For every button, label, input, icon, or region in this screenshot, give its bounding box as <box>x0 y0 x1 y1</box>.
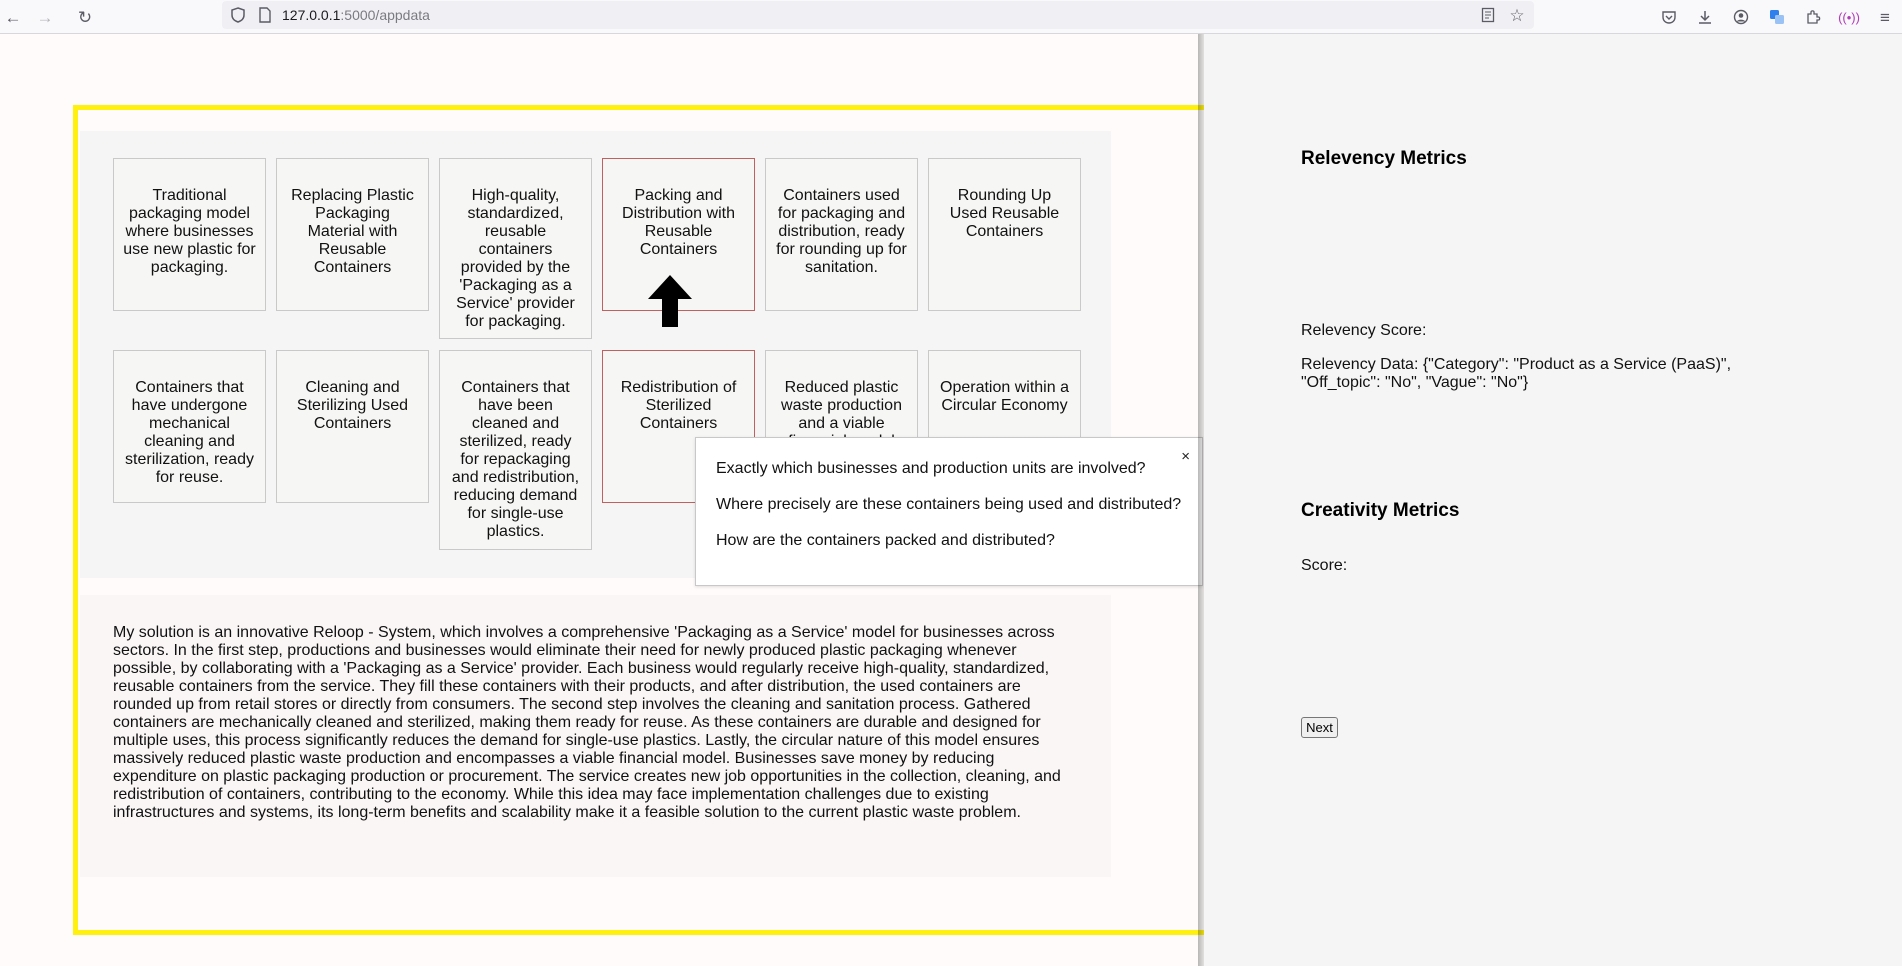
graph-node[interactable]: Containers that have been cleaned and sterilized, ready for repackaging and redistribution, reducing demand for single-use plastics. <box>439 350 592 550</box>
graph-node[interactable]: Operation within a Circular Economy <box>928 350 1081 503</box>
graph-node[interactable]: Containers that have undergone mechanical cleaning and sterilization, ready for reuse. <box>113 350 266 503</box>
translate-extension-icon[interactable] <box>1764 4 1790 30</box>
creativity-metrics-heading: Creativity Metrics <box>1301 500 1460 521</box>
menu-icon[interactable]: ≡ <box>1880 7 1890 27</box>
extensions-icon[interactable] <box>1800 4 1826 30</box>
graph-node-selected[interactable]: Packing and Distribution with Reusable Containers <box>602 158 755 311</box>
url-path: :5000/appdata <box>340 7 430 23</box>
close-icon[interactable]: × <box>1181 448 1190 465</box>
graph-node[interactable]: Cleaning and Sterilizing Used Containers <box>276 350 429 503</box>
bookmark-star-icon[interactable]: ☆ <box>1509 5 1525 25</box>
creativity-score-label: Score: <box>1301 557 1348 574</box>
popup-question[interactable]: Exactly which businesses and production units are involved? <box>716 460 1146 477</box>
graph-node[interactable]: Traditional packaging model where businesses use new plastic for packaging. <box>113 158 266 311</box>
pocket-icon[interactable] <box>1656 4 1682 30</box>
solution-text: My solution is an innovative Reloop - System, which involves a comprehensive 'Packaging as a Service' model for businesses across sectors. In the first step, productions and businesses would eliminate their need for newly produced plastic packaging whenever possible, by collaborating with a 'Packaging as a Service' provider. Each business would regularly receive high-quality, standardized, reusable containers from the service. They fill these containers with their products, and after distribution, the used containers are rounded up from retail stores or directly from consumers. The second step involves the cleaning and sanitation process. Gathered containers are mechanically cleaned and sterilized, making them ready for reuse. As these containers are durable and designed for multiple uses, this process significantly reduces the demand for single-use plastics. Lastly, the circular nature of this model ensures massively reduced plastic waste production and encompasses a viable financial model. Businesses save money by reducing expenditure on plastic packaging production or procurement. The service creates new job opportunities in the collection, cleaning, and redistribution of containers, contributing to the economy. While this idea may face implementation challenges due to existing infrastructures and systems, its long-term benefits and scalability make it a feasible solution to the current plastic waste problem. <box>113 624 1061 821</box>
relevancy-score-label: Relevency Score: <box>1301 322 1427 339</box>
downloads-icon[interactable] <box>1692 4 1718 30</box>
url-host: 127.0.0.1 <box>282 7 341 23</box>
relevancy-data: Relevency Data: {"Category": "Product as a Service (PaaS)", "Off_topic": "No", "Vague": "No"} <box>1301 356 1732 391</box>
page-icon[interactable] <box>252 2 278 28</box>
shield-icon[interactable] <box>225 2 251 28</box>
reader-view-icon[interactable] <box>1475 2 1501 28</box>
graph-node[interactable]: High-quality, standardized, reusable containers provided by the 'Packaging as a Service' provider for packaging. <box>439 158 592 339</box>
graph-node[interactable]: Replacing Plastic Packaging Material with Reusable Containers <box>276 158 429 311</box>
graph-node[interactable]: Containers used for packaging and distribution, ready for rounding up for sanitation. <box>765 158 918 311</box>
browser-toolbar <box>0 0 1902 34</box>
graph-node[interactable]: Reduced plastic waste production and a viable <box>765 350 918 503</box>
graph-node[interactable]: Rounding Up Used Reusable Containers <box>928 158 1081 311</box>
popup-question[interactable]: Where precisely are these containers being used and distributed? <box>716 496 1182 513</box>
graph-node-selected[interactable]: Redistribution of Sterilized Containers <box>602 350 755 503</box>
back-icon[interactable]: ← <box>4 7 22 27</box>
account-icon[interactable] <box>1728 4 1754 30</box>
cursor-arrow-icon <box>648 275 692 327</box>
broadcast-icon[interactable]: ((•)) <box>1838 9 1860 25</box>
reload-icon[interactable]: ↻ <box>77 7 93 27</box>
follow-up-questions-popup <box>695 437 1203 586</box>
url-text[interactable] <box>282 7 430 23</box>
relevancy-metrics-heading: Relevency Metrics <box>1301 148 1467 169</box>
popup-question[interactable]: How are the containers packed and distributed? <box>716 532 1055 549</box>
forward-icon[interactable]: → <box>36 7 54 27</box>
next-button[interactable]: Next <box>1301 717 1338 738</box>
